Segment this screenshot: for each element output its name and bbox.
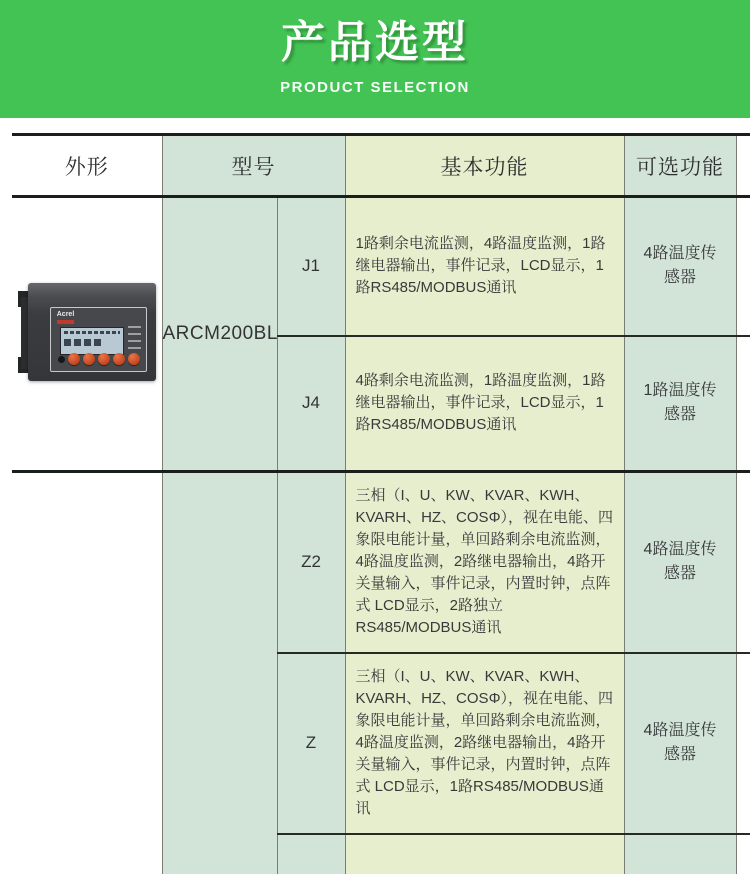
optional-function-cell: 4路温度传感器 [624,472,736,653]
shape-cell-arcm200bl [12,197,162,472]
device-power-dot [58,356,65,363]
optional-function-cell: 1路温度传感器 [624,336,736,472]
page-banner [0,0,750,118]
device-body [28,283,156,381]
optional-function-cell: 4路温度传感器 [624,197,736,336]
header-crop-filler [736,135,750,197]
model-cell: ARCM200BL [162,197,277,472]
crop-filler [736,834,750,874]
device-button [83,353,95,365]
brand-logo-bar [57,320,74,324]
header-shape: 外形 [12,135,162,197]
device-indicator-labels [128,326,141,349]
variant-cell-empty [277,834,345,874]
table-header-row [12,135,750,197]
table-row [12,472,750,653]
basic-function-cell: 三相（I、U、KW、KVAR、KWH、KVARH、HZ、COSΦ），视在电能、四象限电能计量，单回路剩余电流监测，4路温度监测，2路继电器输出，4路开关量输入，事件记录，内置时钟，点阵式 LCD显示，1路RS485/MODBUS通讯 [345,653,624,834]
device-button [128,353,140,365]
variant-cell: Z [277,653,345,834]
variant-cell: J4 [277,336,345,472]
crop-filler [736,197,750,336]
product-image-arcm200bl [18,283,156,385]
shape-cell-empty [12,472,162,874]
table-row [12,197,750,336]
header-basic: 基本功能 [345,135,624,197]
crop-filler [736,336,750,472]
product-selection-table [12,133,750,874]
crop-filler [736,472,750,653]
basic-function-cell-empty [345,834,624,874]
device-button [113,353,125,365]
page-subtitle: PRODUCT SELECTION [280,79,470,96]
device-button [98,353,110,365]
brand-logo: Acrel [56,311,75,318]
crop-filler [736,653,750,834]
header-model: 型号 [162,135,345,197]
optional-function-cell: 4路温度传感器 [624,653,736,834]
device-button-row [58,352,140,366]
lcd-segment-blocks [64,339,101,346]
device-lcd-screen [60,327,124,355]
variant-cell: Z2 [277,472,345,653]
header-optional: 可选功能 [624,135,736,197]
device-front-panel [50,307,147,372]
basic-function-cell: 三相（I、U、KW、KVAR、KWH、KVARH、HZ、COSΦ），视在电能、四象限电能计量，单回路剩余电流监测，4路温度监测，2路继电器输出，4路开关量输入，事件记录，内置时钟，点阵式 LCD显示，2路独立RS485/MODBUS通讯 [345,472,624,653]
basic-function-cell: 4路剩余电流监测，1路温度监测，1路继电器输出，事件记录，LCD显示，1路RS485/MODBUS通讯 [345,336,624,472]
page-title: 产品选型 [281,18,469,67]
device-button [68,353,80,365]
model-cell [162,472,277,874]
optional-function-cell-empty [624,834,736,874]
variant-cell: J1 [277,197,345,336]
lcd-text-line [64,331,120,334]
basic-function-cell: 1路剩余电流监测，4路温度监测，1路继电器输出，事件记录，LCD显示，1路RS485/MODBUS通讯 [345,197,624,336]
